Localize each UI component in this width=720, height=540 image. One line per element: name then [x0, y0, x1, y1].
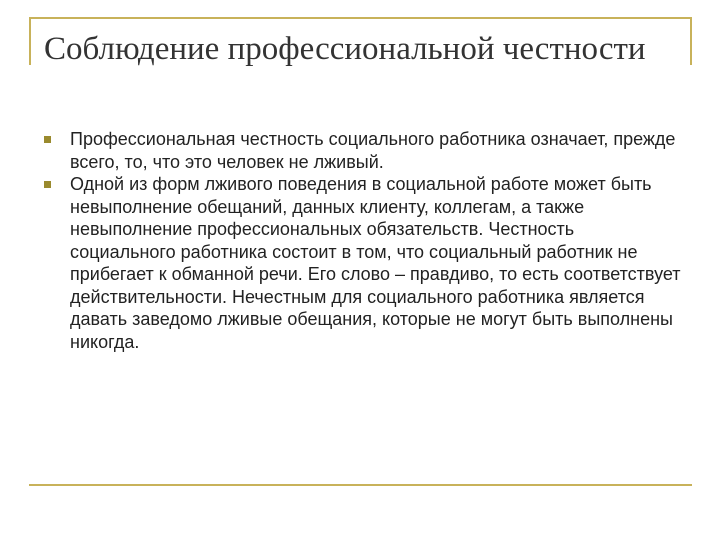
- bullet-item: [44, 173, 684, 353]
- bullet-text: Одной из форм лживого поведения в социальной работе может быть невыполнение обещаний, данных клиенту, коллегам, а также невыполнение профессиональных обязательств. Честность социального работника состоит в том, что социальный работник не прибегает к обманной речи. Его слово – правдиво, то есть соответствует действительности. Нечестным для социального работника является давать заведомо лживые обещания, которые не могут быть выполнены никогда.: [70, 174, 681, 352]
- square-bullet-icon: [44, 136, 51, 143]
- frame-left-line: [29, 17, 31, 65]
- bullet-text: Профессиональная честность социального работника означает, прежде всего, то, что это человек не лживый.: [70, 129, 676, 172]
- slide-title: Соблюдение профессиональной честности: [44, 31, 646, 67]
- bullet-list: [44, 128, 694, 353]
- frame-right-line: [690, 17, 692, 65]
- frame-top-line: [29, 17, 692, 19]
- square-bullet-icon: [44, 181, 51, 188]
- bullet-item: [44, 128, 684, 173]
- frame-bottom-line: [29, 484, 692, 486]
